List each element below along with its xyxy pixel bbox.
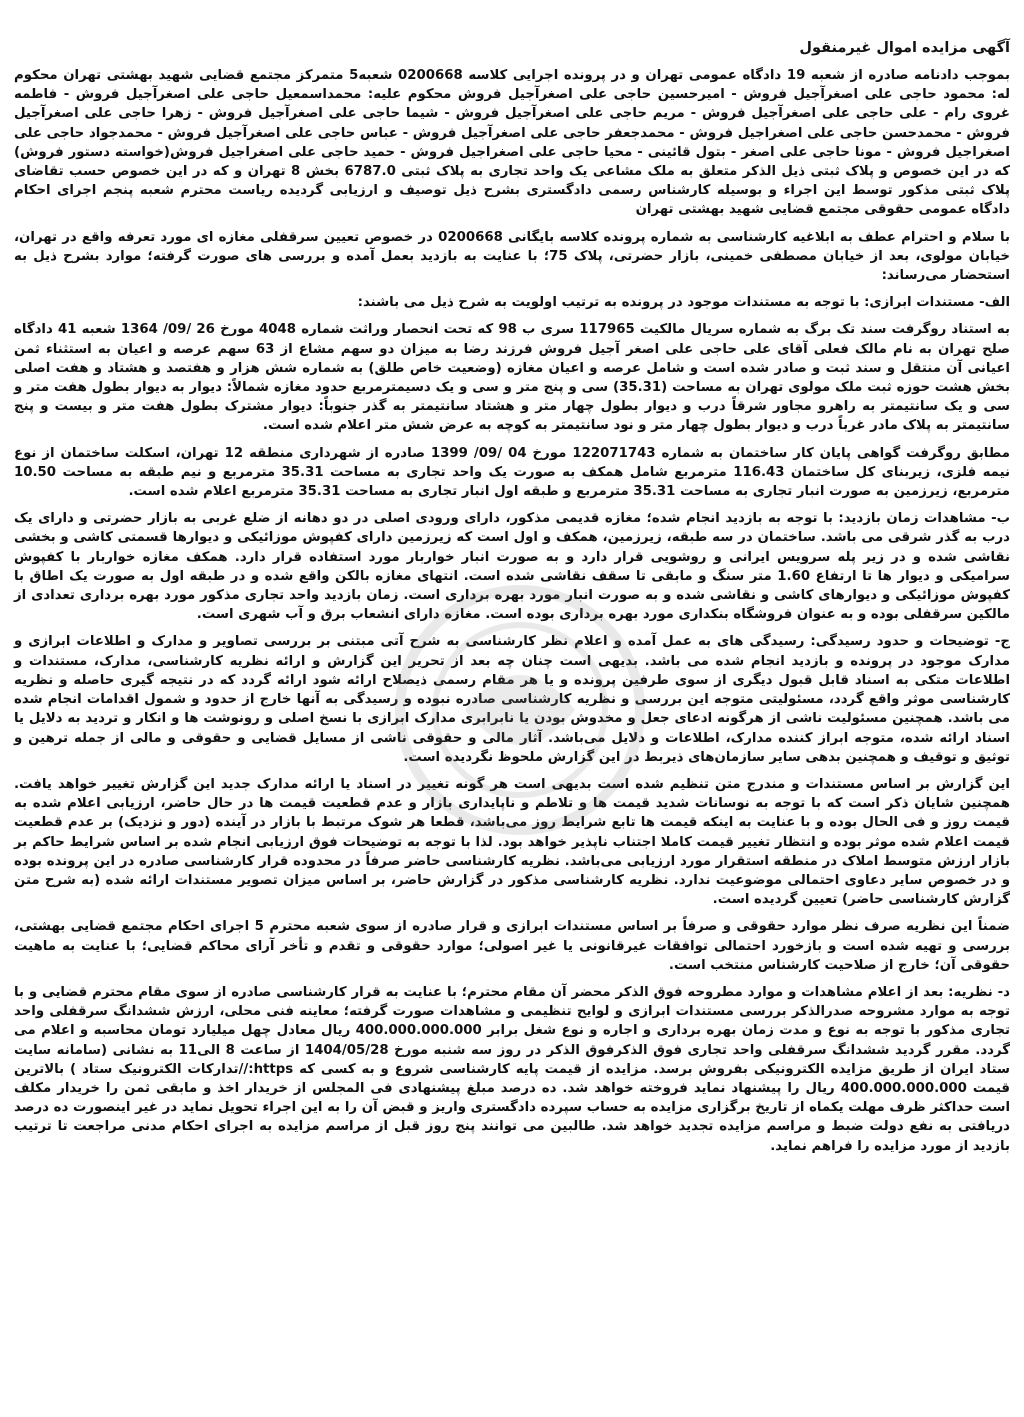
document-title: آگهی مزایده اموال غیرمنقول <box>799 40 1010 56</box>
paragraph-section-d-opinion: د- نظریه: بعد از اعلام مشاهدات و موارد مطروحه فوق الذکر محضر آن مقام محترم؛ با عنایت به قرار کارشناسی صادره از سوی مقام محترم قضایی و با توجه به موارد مشروحه صدرالذکر بررسی مستندات ابرازی و لوایح تنظیمی و مشاهدات صورت گرفته؛ معاینه فنی محلی، ارزش ششدانگ سرقفلی واحد تجاری مذکور با توجه به نوع و مدت زمان بهره برداری و اجاره و نوع شغل برابر 400.000.000.000 ریال معادل چهل میلیارد تومان محاسبه و اعلام می گردد. مقرر گردید ششدانگ سرقفلی واحد تجاری فوق الذکرفوق الذکر در روز سه شنبه مورخ 1404/05/28 از ساعت 8 الی11 به نشانی (سامانه سایت ستاد ایران از طریق مزایده الکترونیکی بفروش برسد. مزایده از قیمت پایه کارشناسی شروع و به کسی که https://تدارکات الکترونیک ستاد ) بالاترین قیمت 400.000.000.000 ریال را پیشنهاد نماید فروخته خواهد شد. ده درصد مبلغ پیشنهادی فی المجلس از خریدار اخذ و مابقی ثمن را خریدار مکلف است حداکثر ظرف مهلت یکماه از تاریخ برگزاری مزایده به حساب سپرده دادگستری واریز و قبض آن را به این اجراء تحویل نماید در غیر اینصورت ده درصد دریافتی به نفع دولت ضبط و مراسم مزایده تجدید خواهد شد. طالبین می توانند پنج روز قبل از مراسم مزایده به اجرای احکام مدنی مراجعت تا ترتیب بازدید از مورد مزایده را فراهم نماید. <box>14 984 1010 1154</box>
paragraph-greeting: با سلام و احترام عطف به ابلاغیه کارشناسی به شماره پرونده کلاسه بایگانی 0200668 در خصوص تعیین سرقفلی مغازه ای مورد تعرفه واقع در تهران، خیابان مولوی، بعد از خیابان مصطفی خمینی، بازار حضرتی، پلاک 75؛ با عنایت به بازدید بعمل آمده و بررسی های صورت گرفته؛ موارد بشرح ذیل به استحضار می‌رساند: <box>14 229 1010 284</box>
paragraph-report-basis: این گزارش بر اساس مستندات و مندرج متن تنظیم شده است بدیهی است هر گونه تغییر در اسناد یا ارائه مدارک جدید این گزارش تغییر خواهد یافت. همچنین شایان ذکر است که با توجه به نوسانات شدید قیمت ها و تلاطم و ناپایداری بازار و عدم قطعیت قیمت ها در حال حاضر، ارزیابی اعلام شده به قیمت روز و فی الحال بوده و با عنایت به اینکه قیمت ها تابع شرایط روز می‌باشد، قطعا هر شوک مرتبط با بازار در آینده (دور و نزدیک) بر عدم قطعیت قیمت اعلام شده موثر بوده و انتظار تغییر قیمت کاملا اجتناب ناپذیر خواهد بود. لذا با توجه به توضیحات فوق ارزیابی انجام شده بر اساس شرایط حاکم بر بازار ارزش متوسط املاک در منطقه استقرار مورد ارزیابی می‌باشد. نظریه کارشناسی حاضر صرفاً در محدوده قرار کارشناسی صادره در این پرونده بوده و در خصوص سایر دعاوی احتمالی موضوعیت ندارد. نظریه کارشناسی مذکور در گزارش حاضر، بر اساس میزان تصویر مستندات ارائه شده (به شرح متن گزارش کارشناسی حاضر) تعیین گردیده است. <box>14 776 1010 908</box>
paragraph-section-b-observations: ب- مشاهدات زمان بازدید: با توجه به بازدید انجام شده؛ مغازه قدیمی مذکور، دارای ورودی اصلی در دو دهانه از ضلع غربی به بازار حضرتی و دارای یک درب به گذر شرقی می باشد. ساختمان در سه طبقه، زیرزمین، همکف و اول است که زیرزمین دارای کفپوش موزائیکی و دیوارها قسمتی کاشی و بخشی نقاشی شده و در زیر پله سرویس ایرانی و روشویی قرار دارد و به صورت انبار خواربار مورد استفاده قرار دارد. همکف مغازه خواربار با کفپوش سرامیکی و دیوار ها تا ارتفاع 1.60 متر سنگ و مابقی تا سقف نقاشی شده است. انتهای مغازه بالکن واقع شده و در طبقه اول به صورت یک اطاق با کفپوش موزائیکی و دیوارهای کاشی و نقاشی شده و به صورت انبار مورد بهره برداری است. زمان بازدید واحد تجاری مذکور مورد بهره برداری تعدادی از مالکین سرقفلی بوده و به عنوان فروشگاه بنکداری مورد بهره برداری بوده است. مغازه دارای انشعاب برق و آب شهری است. <box>14 511 1010 623</box>
paragraph-legal-disclaimer: ضمناً این نظریه صرف نظر موارد حقوقی و صرفاً بر اساس مستندات ابرازی و قرار صادره از سوی شعبه محترم 5 اجرای احکام مجتمع قضایی بهشتی، بررسی و تهیه شده است و بازخورد احتمالی توافقات غیرقانونی یا غیر اصولی؛ موارد حقوقی و تقدم و تأخر آرای محاکم قضایی؛ با عنایت به ماهیت حقوقی آن؛ خارج از صلاحیت کارشناس منتخب است. <box>14 919 1011 973</box>
paragraph-intro: بموجب دادنامه صادره از شعبه 19 دادگاه عمومی تهران و در پرونده اجرایی کلاسه 0200668 شعبه5 متمرکز مجتمع قضایی شهید بهشتی تهران محکوم له: محمود حاجی علی اصغرآجیل فروش - امیرحسین حاجی علی اصغرآجیل فروش محکوم علیه: محمداسمعیل حاجی علی اصغرآجیل فروش - فاطمه غروی رام - علی حاجی علی اصغرآجیل فروش - مریم حاجی علی اصغرآجیل فروش - شیما حاجی علی اصغرآجیل فروش - زهرا حاجی علی اصغرآجیل فروش - محمدحسن حاجی علی اصغراجیل فروش - محمدجعفر حاجی علی اصغرآجیل فروش - عباس حاجی علی اصغرآجیل فروش - محمدجواد حاجی علی اصغراجیل فروش - مونا حاجی علی اصغر - بتول قائینی - محیا حاجی علی اصغراجیل فروش - حمید حاجی علی اصغراجیل فروش(خواسته دستور فروش) که در این خصوص و پلاک ثبتی ذیل الذکر متعلق به ملک مشاعی یک واحد تجاری به پلاک ثبتی 6787.0 بخش 8 تهران و که در این خصوص حسب تقاضای پلاک ثبتی مذکور توسط این اجراء و بوسیله کارشناس رسمی دادگستری بشرح ذیل توصیف و ارزیابی گردیده ریاست محترم شعبه پنجم اجرای احکام دادگاه عمومی حقوقی مجتمع قضایی شهید بهشتی تهران <box>14 68 1011 218</box>
paragraph-completion-certificate: مطابق روگرفت گواهی پایان کار ساختمان به شماره 122071743 مورخ 04 /09/ 1399 صادره از شهرداری منطقه 12 تهران، اسکلت ساختمان از نوع نیمه فلزی، زیربنای کل ساختمان 116.43 مترمربع شامل همکف به صورت یک واحد تجاری به مساحت 35.31 مترمربع و نیم طبقه به مساحت 10.50 مترمربع، زیرزمین به صورت انبار تجاری به مساحت 35.31 مترمربع و طبقه اول انبار تجاری به مساحت 35.31 مترمربع اعلام شده است. <box>14 445 1010 500</box>
paragraph-deed: به استناد روگرفت سند تک برگ به شماره سریال مالکیت 117965 سری ب 98 که تحت انحصار وراثت شماره 4048 مورخ 26 /09/ 1364 شعبه 41 دادگاه صلح تهران به نام مالک فعلی آقای علی حاجی علی اصغر آجیل فروش فرزند رضا به میزان دو سهم مشاع از 63 سهم عرصه و اعیان به استثناء ثمن اعیانی آن منتقل و سند ثبت و صادر شده است و شامل عرصه و اعیان مغازه (وضعیت خاص طلق) به شماره شش هزار و هفتصد و هشتاد و هفت اصلی بخش هشت حوزه ثبت ملک مولوی تهران به مساحت (35.31) سی و پنج متر و سی و یک دسیمترمربع حدود مغازه شمالاً: دیوار به دیوار بطول هفت متر و سی و یک سانتیمتر به راهرو مجاور شرقاً درب و دیوار بطول چهار متر و هشتاد سانتیمتر به گذر جنوباً: دیوار مشترک بطول هفت متر و بیست و پنج سانتیمتر به پلاک مادر غرباً درب و دیوار بطول چهار متر و نود سانتیمتر به کوچه به عرض شش متر اعلام شده است. <box>14 322 1010 434</box>
paragraph-section-c-explanations: ج- توضیحات و حدود رسیدگی: رسیدگی های به عمل آمده و اعلام نظر کارشناسی به شرح آتی مبتنی بر بررسی تصاویر و مدارک و اطلاعات ابرازی و مدارک موجود در پرونده و بازدید انجام شده می باشد. بدیهی است چنان چه بعد از تحریر این گزارش و ارائه نظریه کارشناسی، مدارک، مستندات و اطلاعات متکی به اسناد قابل قبول دیگری از سوی طرفین پرونده و یا هر مقام رسمی ذیصلاح ارائه شود ارائه گردد که در نتیجه گیری حاصله و نظریه کارشناسی موثر واقع گردد، مسئولیتی متوجه این بررسی و نظریه کارشناسی صادره نبوده و رسیدگی به آنها خارج از حدود و شمول اقدامات انجام شده می باشد. همچنین مسئولیت ناشی از هرگونه ادعای جعل و مخدوش بودن یا نابرابری مدارک ابرازی با نسخ اصلی و رونوشت ها و انکار و تردید به دلایل یا اسناد ارائه شده، متوجه ابراز کننده مدارک، اطلاعات و دلایل می‌باشد. آثار مالی و حقوقی ناشی از مسایل قضایی و حقوقی و مالی از جمله ترهین و توثیق و توقیف و همچنین بدهی سایر سازمان‌های ذیربط در این گزارش ملحوظ نگردیده است. <box>14 634 1010 765</box>
paragraph-section-a-heading: الف- مستندات ابرازی: با توجه به مستندات موجود در پرونده به ترتیب اولویت به شرح ذیل می باشند: <box>357 295 1010 311</box>
